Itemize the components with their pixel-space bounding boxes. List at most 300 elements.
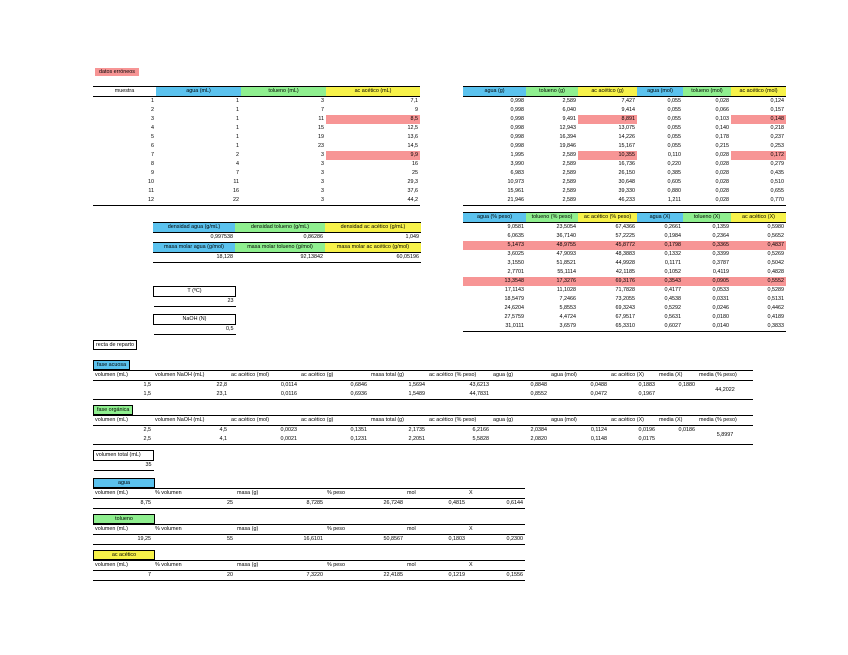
densidad-agua-value[interactable]: 0,997538 <box>210 234 233 240</box>
cell[interactable]: 0,605 <box>667 179 681 185</box>
header-agua-x[interactable]: agua (X) <box>637 213 683 223</box>
header-agua-g[interactable]: agua (g) <box>491 416 549 426</box>
cell[interactable]: 0,5652 <box>767 233 784 239</box>
cell[interactable]: 24,6204 <box>504 305 524 311</box>
header-acetico-peso[interactable]: ac acético (% peso) <box>427 416 491 426</box>
cell[interactable]: 0,1332 <box>664 251 681 257</box>
cell[interactable]: 0,157 <box>770 107 784 113</box>
cell[interactable]: 19 <box>318 134 324 140</box>
naoh-value[interactable]: 0,5 <box>154 325 236 335</box>
header-tolueno-x[interactable]: tolueno (X) <box>683 213 731 223</box>
cell[interactable]: 3 <box>151 116 154 122</box>
cell[interactable]: 0,5552 <box>767 278 784 284</box>
cell[interactable]: 2,589 <box>562 188 576 194</box>
header-acetico-mol[interactable]: ac acético (mol) <box>731 87 786 97</box>
cell[interactable]: 0,218 <box>770 125 784 131</box>
cell[interactable]: 7 <box>151 152 154 158</box>
cell[interactable]: 11 <box>233 179 239 185</box>
cell[interactable]: 7,1 <box>410 98 418 104</box>
cell[interactable]: 0,0533 <box>712 287 729 293</box>
cell[interactable]: 4,1 <box>153 435 229 445</box>
cell[interactable]: 42,1185 <box>615 269 635 275</box>
cell[interactable]: 0,5131 <box>767 296 784 302</box>
densidad-tolueno-value[interactable]: 0,86286 <box>303 234 323 240</box>
cell[interactable]: 0,0196 <box>638 427 655 433</box>
cell[interactable]: 10 <box>148 179 154 185</box>
cell[interactable]: 27,5759 <box>504 314 524 320</box>
cell[interactable]: 2,589 <box>562 161 576 167</box>
cell[interactable]: 23,5054 <box>556 224 576 230</box>
cell[interactable]: 0,5042 <box>767 260 784 266</box>
cell[interactable]: 0,4538 <box>664 296 681 302</box>
cell[interactable]: 0,0905 <box>712 278 729 284</box>
cell[interactable]: 69,3176 <box>615 278 635 284</box>
cell[interactable]: 30,648 <box>618 179 635 185</box>
cell[interactable]: 0,178 <box>715 134 729 140</box>
header-acetico-x[interactable]: ac acético (X) <box>731 213 786 223</box>
cell[interactable]: 0,510 <box>770 179 784 185</box>
cell[interactable]: 7 <box>236 170 239 176</box>
cell[interactable]: 2 <box>236 152 239 158</box>
header-tolueno-peso[interactable]: tolueno (% peso) <box>526 213 578 223</box>
cell[interactable]: 19,846 <box>559 143 576 149</box>
cell[interactable]: 6,2166 <box>472 427 489 433</box>
cell[interactable]: 2,5 <box>93 435 153 445</box>
cell[interactable]: 1 <box>236 134 239 140</box>
header-agua-peso[interactable]: agua (% peso) <box>463 213 526 223</box>
cell[interactable]: 65,3310 <box>578 322 637 332</box>
cell[interactable]: 0,2300 <box>467 535 525 545</box>
cell[interactable]: 11 <box>148 188 154 194</box>
header-agua-mol[interactable]: agua (mol) <box>549 416 609 426</box>
cell[interactable]: 1 <box>236 143 239 149</box>
cell[interactable]: 15,961 <box>507 188 524 194</box>
header-masa-molar-acetico[interactable]: masa molar ac acético (g/mol) <box>325 243 421 253</box>
cell[interactable]: 0,028 <box>715 179 729 185</box>
cell[interactable]: 0,1967 <box>609 390 657 400</box>
cell[interactable]: 0,5292 <box>664 305 681 311</box>
cell[interactable]: 26,7248 <box>325 499 405 509</box>
cell-error[interactable]: 0,148 <box>731 115 786 124</box>
header-masa-total[interactable]: masa total (g) <box>369 416 427 426</box>
header-pct-peso[interactable]: % peso <box>325 561 405 571</box>
cell[interactable]: 3 <box>321 152 324 158</box>
cell[interactable]: 0,066 <box>715 107 729 113</box>
cell[interactable]: 8,7285 <box>235 499 325 509</box>
cell[interactable]: 1 <box>236 116 239 122</box>
cell[interactable]: 3,6579 <box>526 322 578 332</box>
cell[interactable]: 0,1124 <box>590 427 607 433</box>
cell[interactable]: 0,1556 <box>467 571 525 581</box>
header-agua-mol[interactable]: agua (mol) <box>637 87 683 97</box>
cell[interactable]: 0,140 <box>715 125 729 131</box>
cell[interactable]: 2,589 <box>526 196 578 206</box>
header-media-x[interactable]: media (X) <box>657 416 697 426</box>
cell[interactable]: 2,589 <box>562 179 576 185</box>
volumen-total-value[interactable]: 35 <box>94 461 154 471</box>
header-mol[interactable]: mol <box>405 525 467 535</box>
cell[interactable]: 13,6 <box>407 134 418 140</box>
cell[interactable]: 0,8848 <box>530 382 547 388</box>
cell[interactable] <box>657 435 697 445</box>
cell[interactable]: 15 <box>318 125 324 131</box>
header-masa[interactable]: masa (g) <box>235 525 325 535</box>
cell[interactable]: 18,5479 <box>504 296 524 302</box>
cell[interactable]: 0,6027 <box>637 322 683 332</box>
header-media-peso[interactable]: media (% peso) <box>697 371 753 381</box>
cell[interactable]: 0,3399 <box>712 251 729 257</box>
cell[interactable]: 43,6213 <box>469 382 489 388</box>
cell[interactable]: 6,0635 <box>507 233 524 239</box>
header-volumen[interactable]: volumen (mL) <box>93 489 153 499</box>
cell[interactable]: 50,8567 <box>325 535 405 545</box>
cell[interactable]: 0,435 <box>770 170 784 176</box>
cell[interactable]: 48,3883 <box>615 251 635 257</box>
cell[interactable]: 0,0180 <box>712 314 729 320</box>
cell[interactable]: 25 <box>153 499 235 509</box>
header-x[interactable]: X <box>467 489 525 499</box>
cell[interactable]: 2,0384 <box>530 427 547 433</box>
header-mol[interactable]: mol <box>405 561 467 571</box>
cell[interactable]: 0,0331 <box>712 296 729 302</box>
cell[interactable]: 0,6846 <box>350 382 367 388</box>
cell[interactable]: 39,330 <box>618 188 635 194</box>
cell[interactable]: 14,5 <box>407 143 418 149</box>
masa-molar-tolueno-value[interactable]: 92,13842 <box>235 253 325 263</box>
header-volumen[interactable]: volumen (mL) <box>93 561 153 571</box>
cell[interactable]: 0,998 <box>510 134 524 140</box>
cell[interactable]: 0,1803 <box>405 535 467 545</box>
cell[interactable]: 67,4366 <box>615 224 635 230</box>
cell[interactable]: 0,5269 <box>767 251 784 257</box>
cell-error[interactable]: 8,891 <box>578 115 637 124</box>
media-peso-value[interactable]: 5,8997 <box>697 426 753 445</box>
cell[interactable]: 0,4119 <box>712 269 729 275</box>
header-acetico-g[interactable]: ac acético (g) <box>299 416 369 426</box>
cell-error[interactable]: 8,5 <box>326 115 420 124</box>
cell[interactable]: 0,253 <box>770 143 784 149</box>
cell[interactable]: 45,8772 <box>615 242 635 248</box>
cell[interactable]: 44,7831 <box>427 390 491 400</box>
cell[interactable]: 2,1735 <box>408 427 425 433</box>
header-masa[interactable]: masa (g) <box>235 489 325 499</box>
cell[interactable]: 5 <box>151 134 154 140</box>
cell[interactable]: 0,055 <box>667 116 681 122</box>
header-tolueno-g[interactable]: tolueno (g) <box>526 87 578 97</box>
header-muestra[interactable]: muestra <box>93 87 156 97</box>
header-acetico-peso[interactable]: ac acético (% peso) <box>427 371 491 381</box>
cell[interactable]: 22,8 <box>216 382 227 388</box>
cell[interactable]: 55,1114 <box>557 269 576 275</box>
cell[interactable]: 2,5 <box>143 427 151 433</box>
cell[interactable]: 2,2051 <box>369 435 427 445</box>
cell[interactable]: 2 <box>151 107 154 113</box>
cell[interactable]: 20 <box>153 571 235 581</box>
cell[interactable]: 0,4828 <box>767 269 784 275</box>
cell[interactable]: 0,998 <box>510 98 524 104</box>
cell[interactable]: 67,9517 <box>615 314 635 320</box>
cell[interactable]: 16,6101 <box>235 535 325 545</box>
cell[interactable]: 3,990 <box>510 161 524 167</box>
cell[interactable]: 0,1052 <box>664 269 681 275</box>
cell[interactable]: 0,998 <box>510 143 524 149</box>
header-masa-molar-tolueno[interactable]: masa molar tolueno (g/mol) <box>235 243 325 253</box>
cell[interactable]: 3 <box>321 179 324 185</box>
header-pct-volumen[interactable]: % volumen <box>153 525 235 535</box>
cell[interactable]: 0,1359 <box>712 224 729 230</box>
cell[interactable]: 0,5980 <box>767 224 784 230</box>
cell[interactable]: 0,3833 <box>731 322 786 332</box>
cell[interactable]: 22,4185 <box>325 571 405 581</box>
cell[interactable]: 0,3787 <box>712 260 729 266</box>
cell[interactable]: 0,028 <box>715 152 729 158</box>
cell[interactable]: 0,055 <box>667 134 681 140</box>
cell[interactable]: 2,589 <box>562 98 576 104</box>
cell[interactable]: 0,0175 <box>609 435 657 445</box>
cell[interactable]: 21,946 <box>463 196 526 206</box>
cell[interactable]: 7,3220 <box>235 571 325 581</box>
cell[interactable]: 0,1798 <box>664 242 681 248</box>
cell[interactable]: 2,589 <box>562 152 576 158</box>
cell[interactable]: 7,2466 <box>559 296 576 302</box>
header-agua-g[interactable]: agua (g) <box>463 87 526 97</box>
cell-error[interactable]: 9,9 <box>326 151 420 160</box>
cell[interactable]: 0,028 <box>683 196 731 206</box>
cell[interactable]: 1,995 <box>510 152 524 158</box>
cell[interactable]: 31,0111 <box>463 322 526 332</box>
cell[interactable]: 3 <box>321 170 324 176</box>
cell[interactable]: 0,4189 <box>767 314 784 320</box>
cell[interactable]: 3 <box>321 188 324 194</box>
cell[interactable]: 55 <box>153 535 235 545</box>
header-pct-volumen[interactable]: % volumen <box>153 561 235 571</box>
header-acetico-ml[interactable]: ac acético (mL) <box>326 87 420 97</box>
cell[interactable]: 0,028 <box>715 161 729 167</box>
header-acetico-peso[interactable]: ac acético (% peso) <box>578 213 637 223</box>
cell[interactable]: 0,055 <box>667 107 681 113</box>
cell[interactable]: 7 <box>321 107 324 113</box>
cell[interactable]: 1,5 <box>143 382 151 388</box>
cell[interactable]: 0,3365 <box>712 242 729 248</box>
cell[interactable]: 0,1880 <box>678 382 695 388</box>
cell[interactable]: 1,5 <box>93 390 153 400</box>
header-acetico-g[interactable]: ac acético (g) <box>299 371 369 381</box>
header-densidad-tolueno[interactable]: densidad tolueno (g/mL) <box>235 223 325 233</box>
header-volumen-naoh[interactable]: volumen NaOH (mL) <box>153 416 229 426</box>
cell[interactable]: 8,75 <box>93 499 153 509</box>
cell[interactable]: 4 <box>151 125 154 131</box>
cell[interactable]: 37,6 <box>407 188 418 194</box>
cell[interactable]: 0,0472 <box>549 390 609 400</box>
cell[interactable]: 9 <box>151 170 154 176</box>
cell[interactable]: 16,736 <box>618 161 635 167</box>
cell[interactable]: 2,7701 <box>507 269 524 275</box>
cell[interactable]: 0,3543 <box>664 278 681 284</box>
cell[interactable]: 10,973 <box>507 179 524 185</box>
cell[interactable]: 1 <box>236 98 239 104</box>
cell[interactable]: 57,2225 <box>615 233 635 239</box>
cell[interactable]: 0,6144 <box>467 499 525 509</box>
cell[interactable]: 0,2364 <box>712 233 729 239</box>
header-tolueno-mol[interactable]: tolueno (mol) <box>683 87 731 97</box>
header-volumen[interactable]: volumen (mL) <box>93 525 153 535</box>
cell[interactable]: 1,211 <box>637 196 683 206</box>
cell[interactable]: 0,1351 <box>350 427 367 433</box>
cell[interactable]: 17,3276 <box>556 278 576 284</box>
cell[interactable]: 15,167 <box>618 143 635 149</box>
cell[interactable]: 0,237 <box>770 134 784 140</box>
header-volumen-naoh[interactable]: volumen NaOH (mL) <box>153 371 229 381</box>
header-acetico-x[interactable]: ac acético (X) <box>609 371 657 381</box>
cell[interactable]: 16,394 <box>559 134 576 140</box>
header-masa-molar-agua[interactable]: masa molar agua (g/mol) <box>153 243 235 253</box>
cell[interactable]: 0,0488 <box>590 382 607 388</box>
cell[interactable]: 69,3243 <box>615 305 635 311</box>
header-densidad-agua[interactable]: densidad agua (g/mL) <box>153 223 235 233</box>
cell[interactable]: 0,124 <box>770 98 784 104</box>
header-volumen[interactable]: volumen (mL) <box>93 416 153 426</box>
cell[interactable]: 26,150 <box>618 170 635 176</box>
cell[interactable]: 0,998 <box>510 107 524 113</box>
cell[interactable]: 1 <box>151 98 154 104</box>
cell[interactable]: 0,385 <box>667 170 681 176</box>
cell[interactable]: 3,1550 <box>507 260 524 266</box>
cell[interactable]: 1 <box>236 107 239 113</box>
cell[interactable]: 6,040 <box>562 107 576 113</box>
header-densidad-acetico[interactable]: densidad ac acético (g/mL) <box>325 223 421 233</box>
cell[interactable]: 4,5 <box>219 427 227 433</box>
cell[interactable]: 9 <box>415 107 418 113</box>
cell[interactable]: 0,5289 <box>767 287 784 293</box>
cell[interactable]: 8 <box>151 161 154 167</box>
header-media-x[interactable]: media (X) <box>657 371 697 381</box>
cell[interactable]: 12,5 <box>407 125 418 131</box>
cell[interactable]: 0,055 <box>667 125 681 131</box>
cell[interactable]: 2,589 <box>562 170 576 176</box>
cell[interactable]: 73,2055 <box>615 296 635 302</box>
header-acetico-mol[interactable]: ac acético (mol) <box>229 371 299 381</box>
cell[interactable]: 47,9093 <box>556 251 576 257</box>
cell[interactable]: 3 <box>321 98 324 104</box>
cell[interactable]: 0,028 <box>715 170 729 176</box>
cell[interactable]: 4,4724 <box>559 314 576 320</box>
cell[interactable]: 0,4177 <box>664 287 681 293</box>
header-pct-peso[interactable]: % peso <box>325 525 405 535</box>
cell[interactable]: 5,1473 <box>507 242 524 248</box>
cell[interactable]: 6,983 <box>510 170 524 176</box>
cell[interactable]: 0,880 <box>667 188 681 194</box>
cell[interactable]: 1,5489 <box>369 390 427 400</box>
cell[interactable]: 0,998 <box>510 125 524 131</box>
header-acetico-mol[interactable]: ac acético (mol) <box>229 416 299 426</box>
cell[interactable]: 0,028 <box>715 98 729 104</box>
header-mol[interactable]: mol <box>405 489 467 499</box>
cell[interactable]: 0,110 <box>667 152 681 158</box>
header-pct-peso[interactable]: % peso <box>325 489 405 499</box>
cell[interactable]: 0,0116 <box>229 390 299 400</box>
cell[interactable]: 0,279 <box>770 161 784 167</box>
cell[interactable]: 23,1 <box>153 390 229 400</box>
header-agua-mol[interactable]: agua (mol) <box>549 371 609 381</box>
cell[interactable]: 3 <box>241 196 326 206</box>
cell[interactable]: 19,25 <box>93 535 153 545</box>
cell[interactable]: 16 <box>412 161 418 167</box>
cell[interactable]: 3,6025 <box>507 251 524 257</box>
cell[interactable]: 0,0021 <box>229 435 299 445</box>
cell[interactable]: 0,215 <box>715 143 729 149</box>
cell[interactable]: 4 <box>236 161 239 167</box>
cell[interactable]: 25 <box>412 170 418 176</box>
cell[interactable]: 9,414 <box>621 107 635 113</box>
cell[interactable]: 46,233 <box>578 196 637 206</box>
cell[interactable]: 0,0023 <box>280 427 297 433</box>
cell[interactable]: 1,5694 <box>408 382 425 388</box>
cell[interactable]: 2,0820 <box>491 435 549 445</box>
cell[interactable]: 51,8521 <box>556 260 576 266</box>
cell[interactable] <box>657 390 697 400</box>
cell[interactable]: 5,5828 <box>427 435 491 445</box>
cell[interactable]: 22 <box>156 196 241 206</box>
cell[interactable]: 7 <box>93 571 153 581</box>
cell[interactable]: 13,075 <box>618 125 635 131</box>
cell[interactable]: 14,226 <box>618 134 635 140</box>
cell[interactable]: 12 <box>93 196 156 206</box>
header-x[interactable]: X <box>467 561 525 571</box>
cell[interactable]: 1 <box>236 125 239 131</box>
cell[interactable]: 0,770 <box>731 196 786 206</box>
header-acetico-x[interactable]: ac acético (X) <box>609 416 657 426</box>
cell[interactable]: 7,427 <box>621 98 635 104</box>
cell[interactable]: 11,1028 <box>556 287 576 293</box>
cell[interactable]: 0,1984 <box>664 233 681 239</box>
cell[interactable]: 0,6936 <box>299 390 369 400</box>
cell[interactable]: 16 <box>233 188 239 194</box>
cell[interactable]: 0,1219 <box>405 571 467 581</box>
cell[interactable]: 9,491 <box>562 116 576 122</box>
cell[interactable]: 0,655 <box>770 188 784 194</box>
header-media-peso[interactable]: media (% peso) <box>697 416 753 426</box>
cell[interactable]: 0,0140 <box>683 322 731 332</box>
cell[interactable]: 36,7140 <box>556 233 576 239</box>
header-agua-ml[interactable]: agua (mL) <box>156 87 241 97</box>
cell[interactable]: 12,943 <box>559 125 576 131</box>
cell[interactable]: 0,055 <box>667 143 681 149</box>
cell[interactable]: 0,5631 <box>664 314 681 320</box>
cell[interactable]: 13,3548 <box>504 278 524 284</box>
cell[interactable]: 11 <box>318 116 324 122</box>
cell[interactable]: 0,998 <box>510 116 524 122</box>
cell[interactable]: 9,0581 <box>507 224 524 230</box>
masa-molar-agua-value[interactable]: 18,128 <box>153 253 235 263</box>
cell[interactable]: 0,1231 <box>299 435 369 445</box>
cell[interactable]: 0,0114 <box>280 382 297 388</box>
cell[interactable]: 0,8552 <box>491 390 549 400</box>
header-masa-total[interactable]: masa total (g) <box>369 371 427 381</box>
cell[interactable]: 0,103 <box>715 116 729 122</box>
densidad-acetico-value[interactable]: 1,049 <box>405 234 419 240</box>
temperature-value[interactable]: 23 <box>154 297 236 307</box>
cell[interactable]: 0,1148 <box>549 435 609 445</box>
cell[interactable]: 0,028 <box>715 188 729 194</box>
header-acetico-g[interactable]: ac acético (g) <box>578 87 637 97</box>
masa-molar-acetico-value[interactable]: 60,05196 <box>325 253 421 263</box>
cell-error[interactable]: 10,355 <box>578 151 637 160</box>
header-x[interactable]: X <box>467 525 525 535</box>
cell[interactable]: 3 <box>321 161 324 167</box>
cell[interactable]: 0,1883 <box>638 382 655 388</box>
cell[interactable]: 48,9755 <box>556 242 576 248</box>
cell[interactable]: 44,9928 <box>615 260 635 266</box>
